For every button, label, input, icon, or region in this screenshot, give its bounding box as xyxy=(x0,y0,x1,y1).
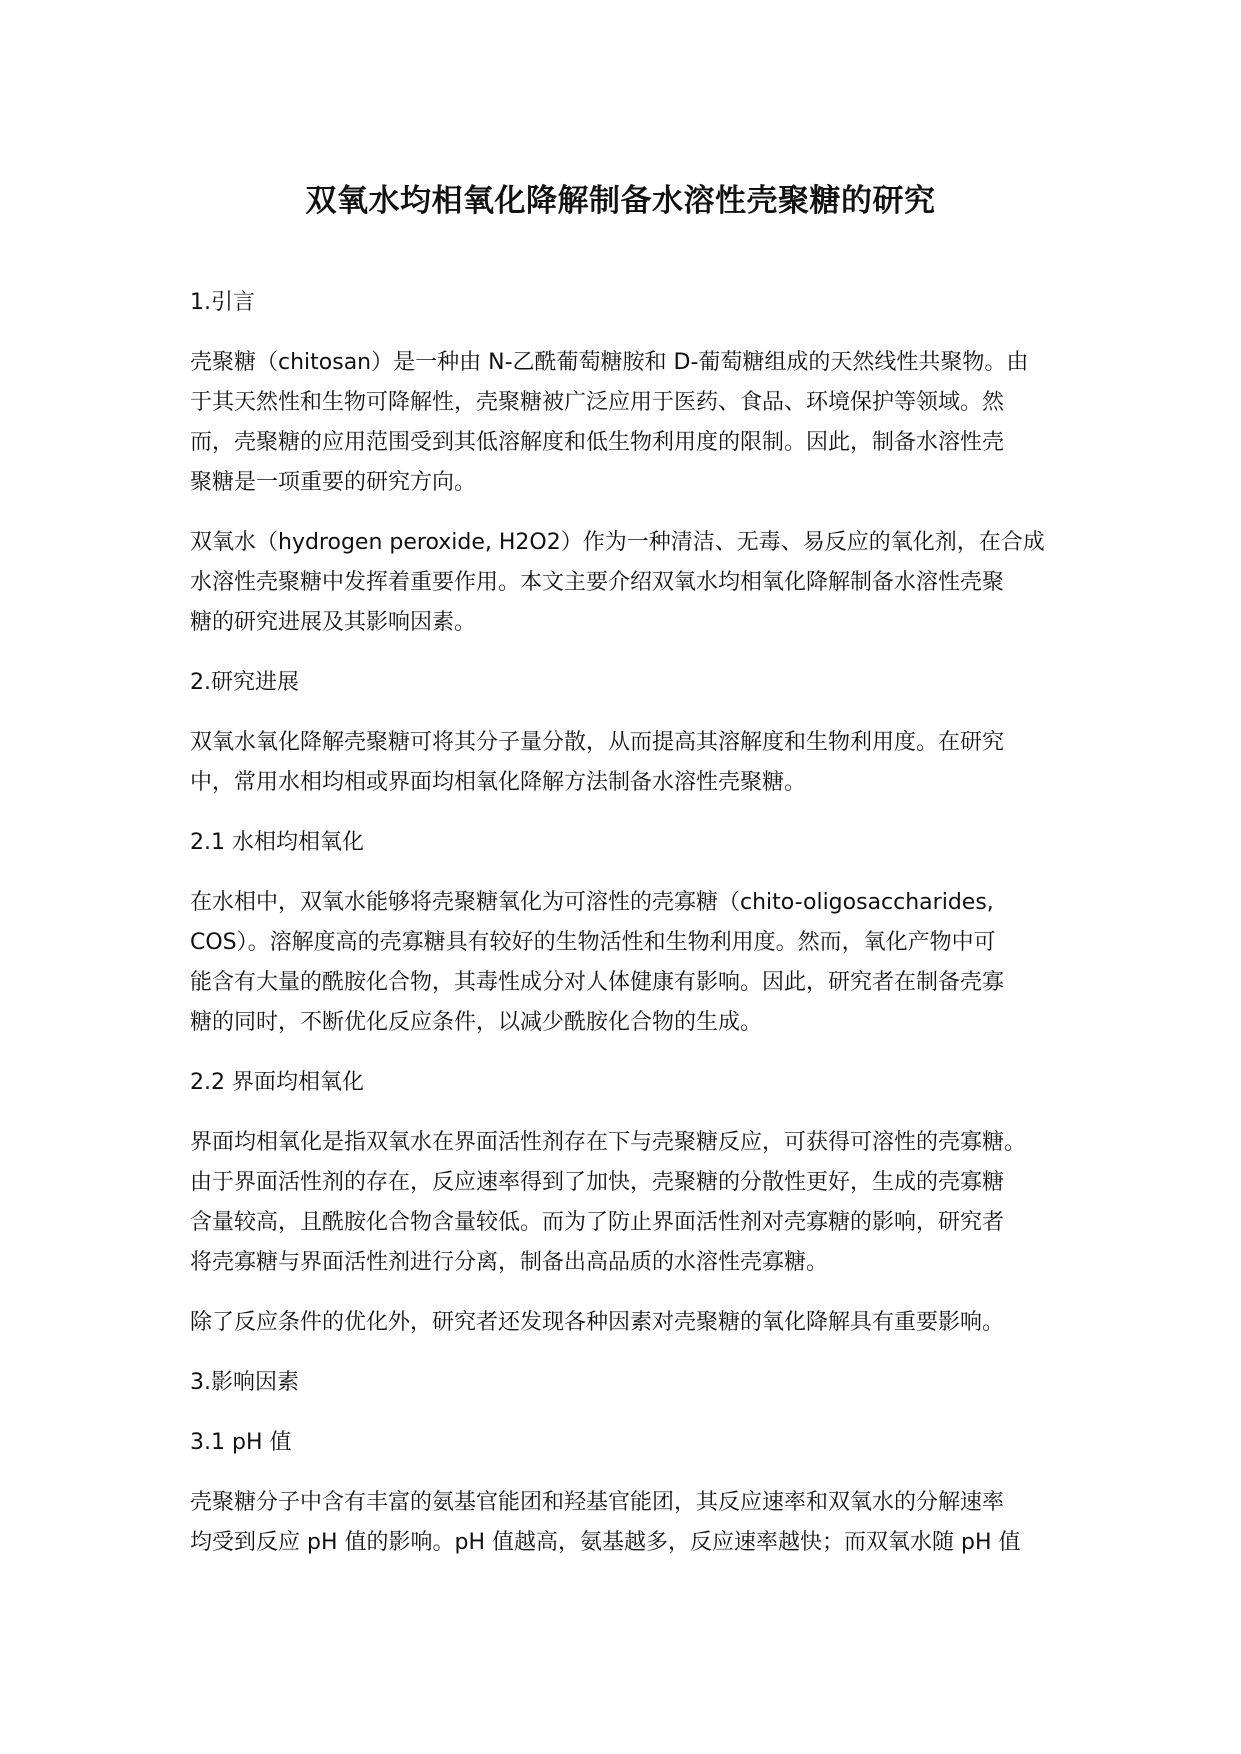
text-line: 糖的同时，不断优化反应条件，以减少酰胺化合物的生成。 xyxy=(190,1010,763,1035)
text-line: 均受到反应 pH 值的影响。pH 值越高，氨基越多，反应速率越快；而双氧水随 pH 值 xyxy=(190,1530,1021,1555)
text-line: 2.1 水相均相氧化 xyxy=(190,830,364,855)
text-line: 2.2 界面均相氧化 xyxy=(190,1070,364,1095)
text-line: 壳聚糖（chitosan）是一种由 N-乙酰葡萄糖胺和 D-葡萄糖组成的天然线性共聚物。由 xyxy=(190,350,1029,375)
text-line: 能含有大量的酰胺化合物，其毒性成分对人体健康有影响。因此，研究者在制备壳寡 xyxy=(190,970,1005,995)
document-title: 双氧水均相氧化降解制备水溶性壳聚糖的研究 xyxy=(305,183,936,219)
section-heading xyxy=(190,1363,1090,1403)
text-line: 2.研究进展 xyxy=(190,670,299,695)
text-line: 聚糖是一项重要的研究方向。 xyxy=(190,470,477,495)
paragraph xyxy=(190,1123,1090,1283)
text-line: 在水相中，双氧水能够将壳聚糖氧化为可溶性的壳寡糖（chito-oligosaccharides, xyxy=(190,890,994,915)
document-body xyxy=(190,283,1090,1583)
text-line: 3.1 pH 值 xyxy=(190,1430,292,1455)
paragraph xyxy=(190,883,1090,1043)
text-line: 除了反应条件的优化外，研究者还发现各种因素对壳聚糖的氧化降解具有重要影响。 xyxy=(190,1310,1005,1335)
paragraph xyxy=(190,343,1090,503)
paragraph xyxy=(190,523,1090,643)
section-heading xyxy=(190,663,1090,703)
text-line: 双氧水（hydrogen peroxide, H2O2）作为一种清洁、无毒、易反应的氧化剂，在合成 xyxy=(190,530,1045,555)
text-line: 而，壳聚糖的应用范围受到其低溶解度和低生物利用度的限制。因此，制备水溶性壳 xyxy=(190,430,1005,455)
text-line: 界面均相氧化是指双氧水在界面活性剂存在下与壳聚糖反应，可获得可溶性的壳寡糖。 xyxy=(190,1130,1027,1155)
paragraph xyxy=(190,1303,1090,1343)
text-line: 将壳寡糖与界面活性剂进行分离，制备出高品质的水溶性壳寡糖。 xyxy=(190,1250,829,1275)
text-line: COS）。溶解度高的壳寡糖具有较好的生物活性和生物利用度。然而，氧化产物中可 xyxy=(190,930,996,955)
text-line: 壳聚糖分子中含有丰富的氨基官能团和羟基官能团，其反应速率和双氧水的分解速率 xyxy=(190,1490,1005,1515)
text-line: 由于界面活性剂的存在，反应速率得到了加快，壳聚糖的分散性更好，生成的壳寡糖 xyxy=(190,1170,1005,1195)
section-heading xyxy=(190,1423,1090,1463)
section-heading xyxy=(190,823,1090,863)
section-heading xyxy=(190,1063,1090,1103)
paragraph xyxy=(190,1483,1090,1563)
text-line: 含量较高，且酰胺化合物含量较低。而为了防止界面活性剂对壳寡糖的影响，研究者 xyxy=(190,1210,1005,1235)
text-line: 1.引言 xyxy=(190,290,255,315)
text-line: 3.影响因素 xyxy=(190,1370,299,1395)
section-heading xyxy=(190,283,1090,323)
text-line: 双氧水氧化降解壳聚糖可将其分子量分散，从而提高其溶解度和生物利用度。在研究 xyxy=(190,730,1005,755)
text-line: 水溶性壳聚糖中发挥着重要作用。本文主要介绍双氧水均相氧化降解制备水溶性壳聚 xyxy=(190,570,1005,595)
text-line: 于其天然性和生物可降解性，壳聚糖被广泛应用于医药、食品、环境保护等领域。然 xyxy=(190,390,1005,415)
text-line: 中，常用水相均相或界面均相氧化降解方法制备水溶性壳聚糖。 xyxy=(190,770,807,795)
text-line: 糖的研究进展及其影响因素。 xyxy=(190,610,477,635)
paragraph xyxy=(190,723,1090,803)
